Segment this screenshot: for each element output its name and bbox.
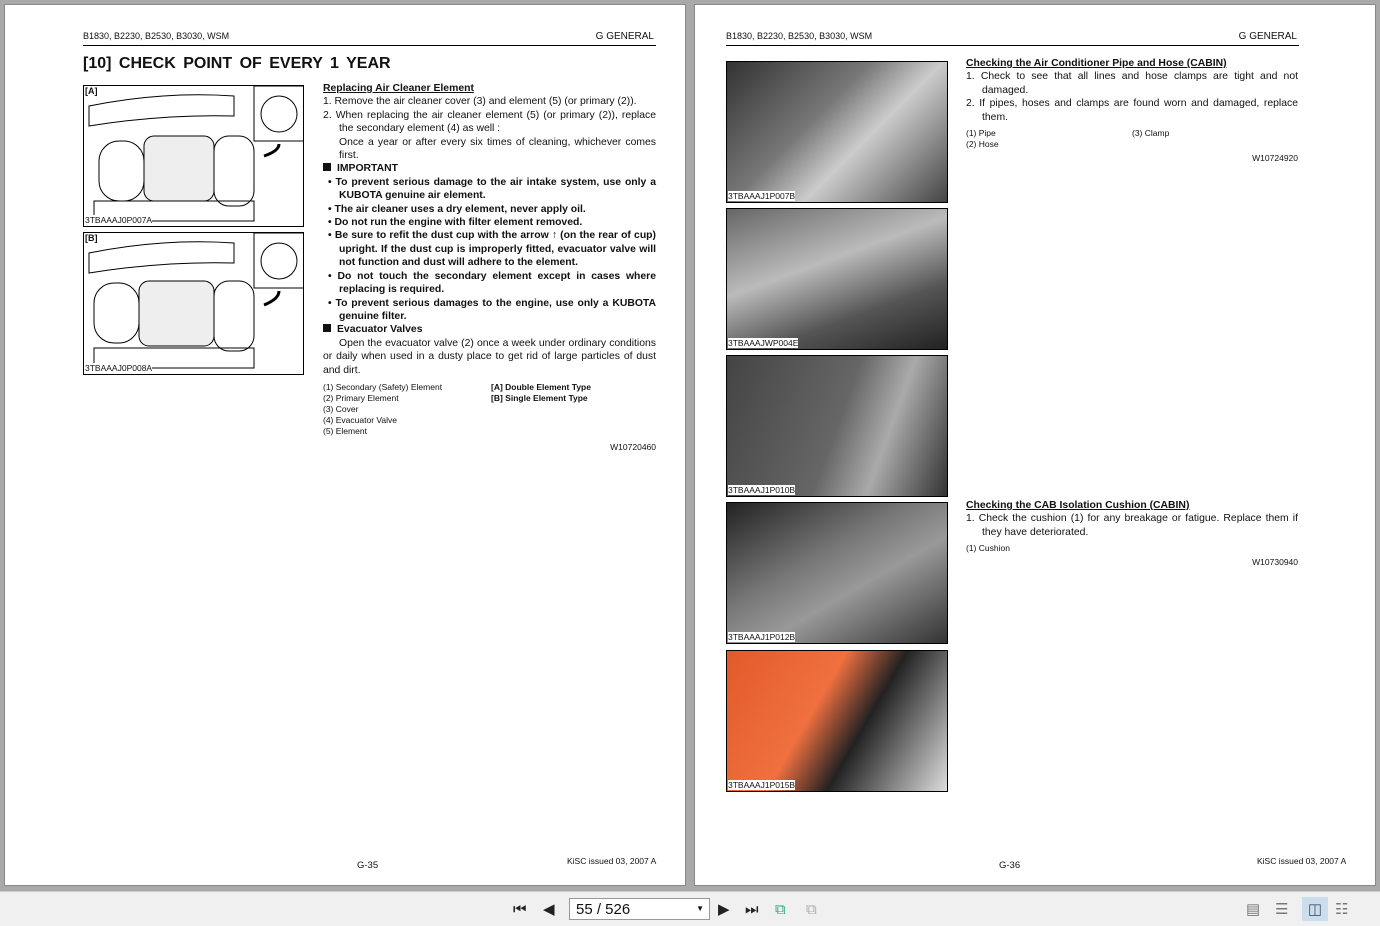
figure-b [83, 232, 304, 375]
text: To prevent serious damages to the engine, use only a KUBOTA genuine filter. [335, 297, 656, 322]
text: 3TBAAAJ1P012B [728, 632, 796, 642]
text: 3TBAAAJ1P010B [728, 485, 796, 495]
text: Open the evacuator valve (2) once a week under ordinary conditions or daily when used in a dusty place to get rid of large particles of dust and dirt. [323, 337, 656, 376]
text: 3TBAAAJ0P008A [85, 363, 153, 373]
issue-note: KiSC issued 03, 2007 A [1257, 856, 1347, 866]
text: 3TBAAAJ1P007B [728, 191, 796, 201]
photo-ac-hoses [726, 355, 948, 497]
air-cleaner-diagram [84, 233, 304, 375]
text: [B] [85, 233, 98, 243]
air-cleaner-diagram [84, 86, 304, 227]
text: 55 / 526 [576, 901, 631, 918]
page-header: B1830, B2230, B2530, B3030, WSM [83, 31, 230, 41]
cab-section [966, 499, 1298, 568]
page-header: B1830, B2230, B2530, B3030, WSM [726, 31, 873, 41]
text: 1. Remove the air cleaner cover (3) and element (5) (or primary (2)). [323, 96, 637, 108]
header-rule [726, 45, 1299, 46]
figure-a [83, 85, 304, 227]
page-selector[interactable] [569, 898, 710, 920]
photo-cab-cushion [726, 502, 948, 644]
two-page-view-icon[interactable]: ◫ [1302, 897, 1328, 921]
issue-note: KiSC issued 03, 2007 A [567, 856, 657, 866]
text: (1) Pipe [966, 128, 996, 139]
right-page [694, 4, 1376, 886]
text: Checking the Air Conditioner Pipe and Hose (CABIN) [966, 58, 1227, 69]
text: [B] Single Element Type [491, 392, 588, 403]
ac-section [966, 57, 1298, 164]
two-page-continuous-icon[interactable]: ☷ [1335, 901, 1349, 918]
chevron-down-icon: ▼ [696, 904, 704, 913]
text: 2. When replacing the air cleaner element (5) (or primary (2)), replace the secondary element (4) as well : [323, 109, 656, 135]
text: 3TBAAAJWP004E [728, 338, 799, 348]
text: Do not run the engine with filter element removed. [334, 217, 583, 229]
single-page-view-icon[interactable]: ▤ [1246, 901, 1261, 918]
page-number: G-36 [999, 860, 1021, 871]
photo-cab-fender [726, 650, 948, 792]
text: To prevent serious damage to the air intake system, use only a KUBOTA genuine air element. [335, 176, 656, 202]
text: 1. Check to see that all lines and hose clamps are tight and not damaged. [966, 71, 1298, 96]
text: Checking the CAB Isolation Cushion (CABIN) [966, 500, 1190, 511]
text: (4) Evacuator Valve [323, 414, 398, 425]
text: Evacuator Valves [337, 324, 423, 336]
text: [A] Double Element Type [491, 381, 591, 392]
text: Do not touch the secondary element except in cases where replacing is required. [337, 270, 656, 296]
text: (1) Secondary (Safety) Element [323, 381, 443, 392]
text: W10730940 [1252, 557, 1298, 568]
text: Once a year or after every six times of cleaning, whichever comes first. [339, 136, 656, 162]
text: (1) Cushion [966, 543, 1010, 554]
text: [A] [85, 86, 98, 96]
page-title: [10] CHECK POINT OF EVERY 1 YEAR [83, 55, 391, 72]
text: (2) Primary Element [323, 392, 399, 403]
photo-ac-condenser [726, 61, 948, 203]
header-rule [83, 45, 656, 46]
text: W10720460 [610, 441, 656, 452]
continuous-view-icon[interactable]: ☰ [1275, 901, 1289, 918]
main-text: Replacing Air Cleaner Element 1. Remove the air cleaner cover (3) and element (5) (or primary (2)). 2. When replacing the air cleaner element (5) (or primary (2)), replace the secondary element (4) as well : Once a year or after every six times of cleaning, whichever comes first. IMPORTANT • To prevent serious damage to the air intake system, use only a KUBOTA genuine air element. • The air cleaner uses a dry element, never apply oil. • Do not run the engine with filter element removed. • Be sure to refit the dust cup with the arrow ↑ (on the rear of cup) upright. If the dust cup is improperly fitted, evacuator valve will not function and dust will adhere to the element. • Do not touch the secondary element except in cases where replacing is required. • To prevent serious damages to the engine, use only a KUBOTA genuine filter. Evacuator Valves Open the evacuator valve (2) once a week under ordinary conditions or daily when used in a dusty place to get rid of large particles of dust and dirt. (1) Secondary (Safety) Element (2) Primary Element (3) Cover (4) Evacuator Valve (5) Element [A] Double Element Type [B] Single Element Type W10720460 [323, 83, 656, 452]
text: (3) Clamp [1132, 128, 1170, 139]
prev-page-button[interactable]: ◀ [543, 901, 555, 918]
text: IMPORTANT [337, 163, 398, 175]
section-label: G GENERAL [1238, 31, 1297, 42]
text: Be sure to refit the dust cup with the arrow ↑ (on the rear of cup) upright. If the dust cup is improperly fitted, evacuator valve will not function and dust will adhere to the element. [334, 230, 656, 269]
text: 2. If pipes, hoses and clamps are found worn and damaged, replace them. [966, 98, 1298, 123]
text: Replacing Air Cleaner Element [323, 83, 474, 94]
last-page-button[interactable]: ⏭ [745, 900, 759, 918]
text: 3TBAAAJ1P015B [728, 780, 796, 790]
text: W10724920 [1252, 153, 1298, 164]
section-label: G GENERAL [595, 31, 654, 42]
page-number: G-35 [357, 860, 379, 871]
text: 1. Check the cushion (1) for any breakage or fatigue. Replace them if they have deteriorated. [966, 513, 1298, 538]
forward-view-icon[interactable]: ⧉ [806, 900, 817, 918]
text: (5) Element [323, 425, 367, 436]
next-page-button[interactable]: ▶ [718, 901, 730, 918]
back-view-icon[interactable]: ⧉ [775, 900, 786, 918]
photo-ac-pipes [726, 208, 948, 350]
text: 3TBAAAJ0P007A [85, 215, 153, 225]
text: (3) Cover [323, 403, 359, 414]
text: The air cleaner uses a dry element, never apply oil. [334, 203, 586, 215]
first-page-button[interactable]: ⏮ [513, 900, 527, 918]
left-page [4, 4, 686, 886]
text: (2) Hose [966, 139, 999, 150]
